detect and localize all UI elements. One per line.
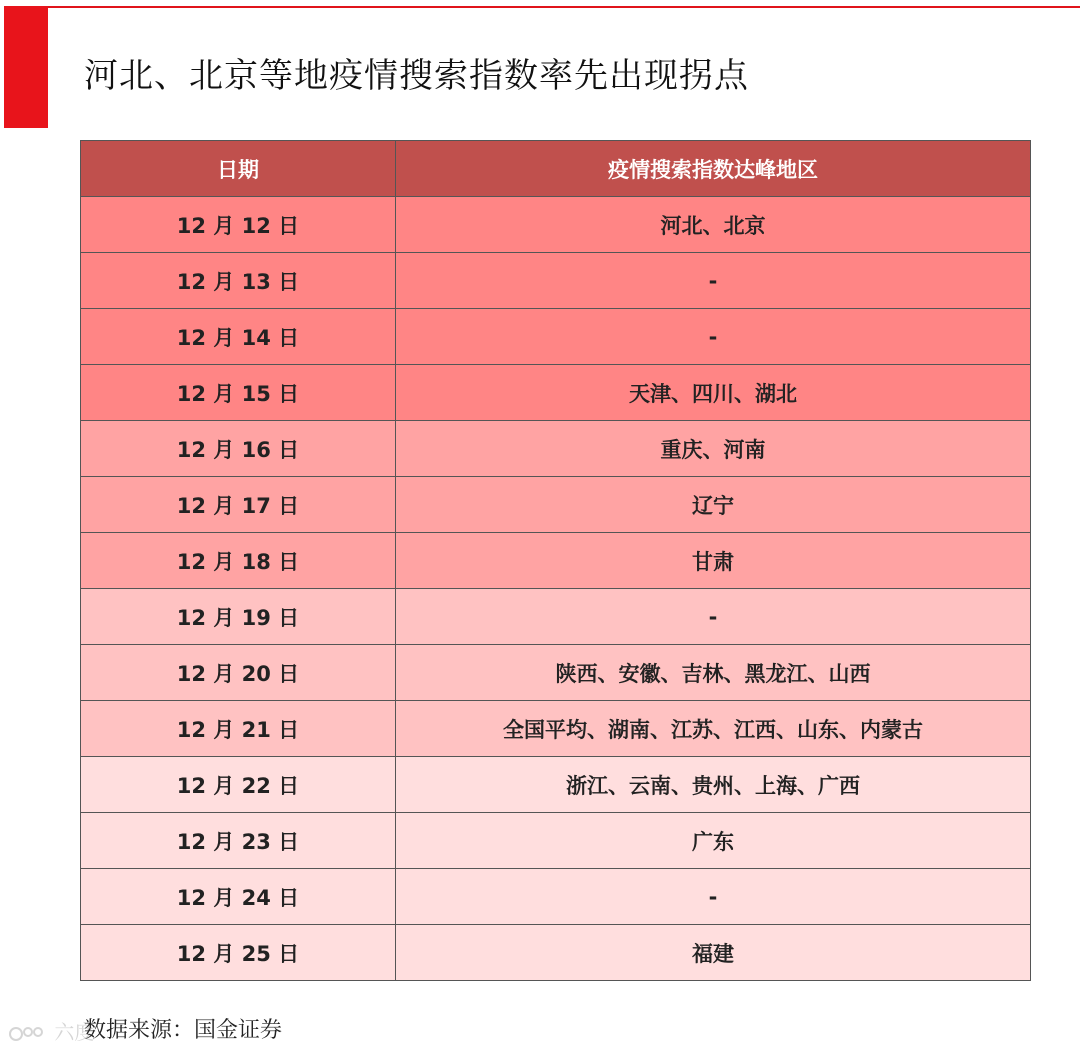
cell-regions: 天津、四川、湖北 (396, 365, 1031, 421)
cell-date: 12 月 24 日 (81, 869, 396, 925)
cell-regions: 浙江、云南、贵州、上海、广西 (396, 757, 1031, 813)
cell-regions: 甘肃 (396, 533, 1031, 589)
cell-regions: 福建 (396, 925, 1031, 981)
cell-regions: - (396, 589, 1031, 645)
table-row (81, 253, 1031, 309)
cell-date: 12 月 13 日 (81, 253, 396, 309)
cell-regions: 全国平均、湖南、江苏、江西、山东、内蒙古 (396, 701, 1031, 757)
page-title: 河北、北京等地疫情搜索指数率先出现拐点 (84, 56, 749, 96)
cell-regions: 陕西、安徽、吉林、黑龙江、山西 (396, 645, 1031, 701)
cell-date: 12 月 15 日 (81, 365, 396, 421)
cell-regions: - (396, 869, 1031, 925)
cell-date: 12 月 23 日 (81, 813, 396, 869)
cell-date: 12 月 25 日 (81, 925, 396, 981)
table-row (81, 813, 1031, 869)
cell-regions: 重庆、河南 (396, 421, 1031, 477)
top-accent-line (48, 6, 1080, 8)
data-source: 数据来源：国金证券 (84, 1018, 283, 1043)
table-row (81, 309, 1031, 365)
cell-regions: - (396, 309, 1031, 365)
table-row (81, 477, 1031, 533)
table-row (81, 421, 1031, 477)
cell-date: 12 月 16 日 (81, 421, 396, 477)
table-row (81, 701, 1031, 757)
cell-date: 12 月 22 日 (81, 757, 396, 813)
watermark-logo-icon (8, 1022, 48, 1046)
red-accent-block (4, 6, 48, 128)
cell-regions: 辽宁 (396, 477, 1031, 533)
cell-date: 12 月 19 日 (81, 589, 396, 645)
table-row (81, 365, 1031, 421)
peak-region-table (80, 140, 1031, 981)
table-body (81, 197, 1031, 981)
cell-date: 12 月 21 日 (81, 701, 396, 757)
table-row (81, 197, 1031, 253)
cell-date: 12 月 17 日 (81, 477, 396, 533)
table-row (81, 533, 1031, 589)
cell-regions: - (396, 253, 1031, 309)
table-header-row (81, 141, 1031, 197)
table-row (81, 757, 1031, 813)
cell-date: 12 月 12 日 (81, 197, 396, 253)
table-row (81, 645, 1031, 701)
table-row (81, 925, 1031, 981)
cell-date: 12 月 20 日 (81, 645, 396, 701)
header-date: 日期 (81, 141, 396, 197)
header-regions: 疫情搜索指数达峰地区 (396, 141, 1031, 197)
cell-regions: 河北、北京 (396, 197, 1031, 253)
table-row (81, 869, 1031, 925)
table-row (81, 589, 1031, 645)
cell-date: 12 月 18 日 (81, 533, 396, 589)
watermark-text: 六度 (54, 1020, 95, 1044)
cell-regions: 广东 (396, 813, 1031, 869)
cell-date: 12 月 14 日 (81, 309, 396, 365)
